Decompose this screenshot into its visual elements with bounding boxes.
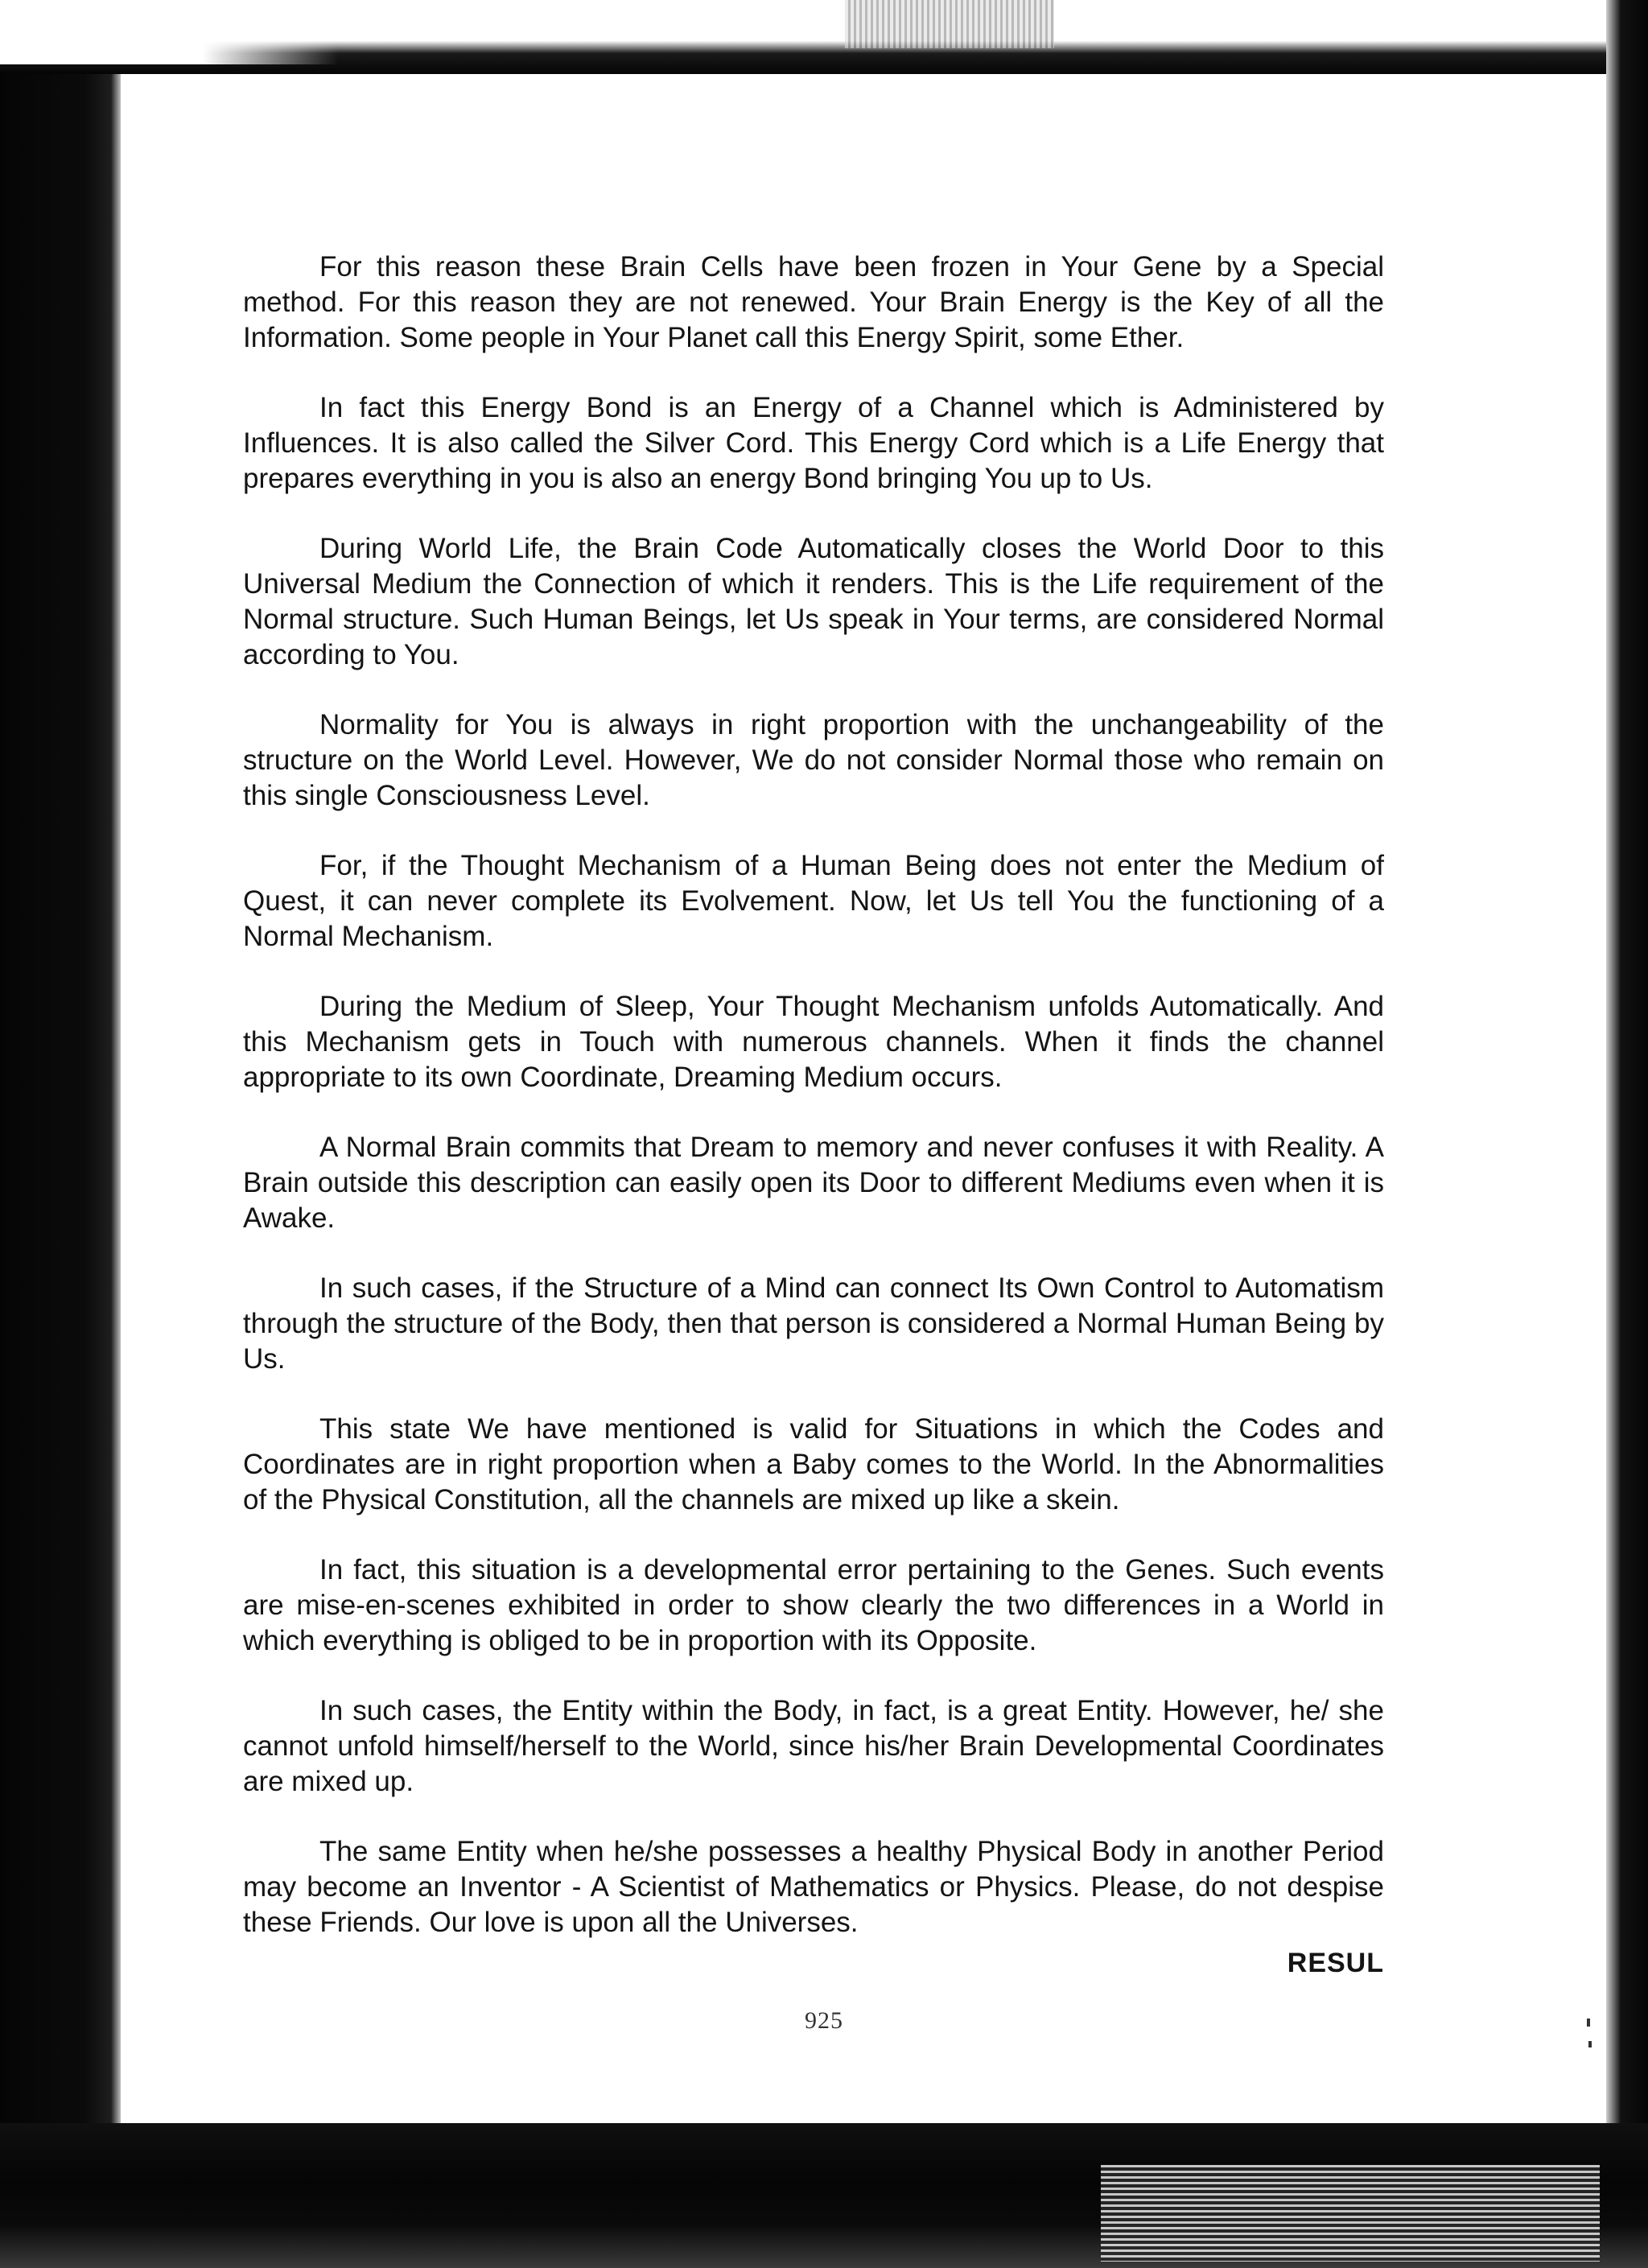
scan-speck — [1588, 2041, 1592, 2047]
paragraph: Normality for You is always in right proportion with the unchangeability of the structure on the World Level. However, We do not consider Normal those who remain on this single Consciousness Level. — [243, 709, 1384, 811]
signature: RESUL — [1287, 1948, 1384, 1978]
scan-border-top-fade — [0, 0, 338, 64]
paragraph: For this reason these Brain Cells have been frozen in Your Gene by a Special method. For this reason they are not renewed. Your Brain Energy is the Key of all the Information. Some people in Your Planet call this Energy Spirit, some Ether. — [243, 251, 1384, 353]
scan-streaks-bottom — [1101, 2165, 1600, 2262]
paragraph: In fact this Energy Bond is an Energy of a Channel which is Administered by Influences. It is also called the Silver Cord. This Energy Cord which is a Life Energy that prepares everything in you is also an energy Bond bringing You up to Us. — [243, 392, 1384, 494]
scan-border-right — [1606, 0, 1648, 2268]
scan-border-left — [0, 0, 121, 2268]
scan-streaks-top — [845, 0, 1054, 48]
body-text — [243, 249, 1384, 1975]
paragraph: For, if the Thought Mechanism of a Human Being does not enter the Medium of Quest, it can never complete its Evolvement. Now, let Us tell You the functioning of a Normal Mechanism. — [243, 850, 1384, 952]
paragraph: In such cases, the Entity within the Body, in fact, is a great Entity. However, he/ she cannot unfold himself/herself to the World, since his/her Brain Developmental Coordinates are mixed up. — [243, 1695, 1384, 1797]
paragraph: The same Entity when he/she possesses a healthy Physical Body in another Period may become an Inventor - A Scientist of Mathematics or Physics. Please, do not despise these Friends. Our love is upon all the Universes. — [243, 1836, 1384, 1938]
paragraph: During the Medium of Sleep, Your Thought Mechanism unfolds Automatically. And this Mechanism gets in Touch with numerous channels. When it finds the channel appropriate to its own Coordinate, Dreaming Medium occurs. — [243, 991, 1384, 1093]
paragraph: This state We have mentioned is valid for Situations in which the Codes and Coordinates are in right proportion when a Baby comes to the World. In the Abnormalities of the Physical Constitution, all the channels are mixed up like a skein. — [243, 1413, 1384, 1515]
paragraph: A Normal Brain commits that Dream to memory and never confuses it with Reality. A Brain outside this description can easily open its Door to different Mediums even when it is Awake. — [243, 1132, 1384, 1234]
paragraph: During World Life, the Brain Code Automatically closes the World Door to this Universal Medium the Connection of which it renders. This is the Life requirement of the Normal structure. Such Human Beings, let Us speak in Your terms, are considered Normal according to You. — [243, 533, 1384, 670]
paragraph: In fact, this situation is a developmental error pertaining to the Genes. Such events are mise-en-scenes exhibited in order to show clearly the two differences in a World in which everything is obliged to be in proportion with its Opposite. — [243, 1554, 1384, 1656]
paragraph: In such cases, if the Structure of a Mind can connect Its Own Control to Automatism through the structure of the Body, then that person is considered a Normal Human Being by Us. — [243, 1272, 1384, 1375]
page-number: 925 — [805, 2007, 843, 2034]
